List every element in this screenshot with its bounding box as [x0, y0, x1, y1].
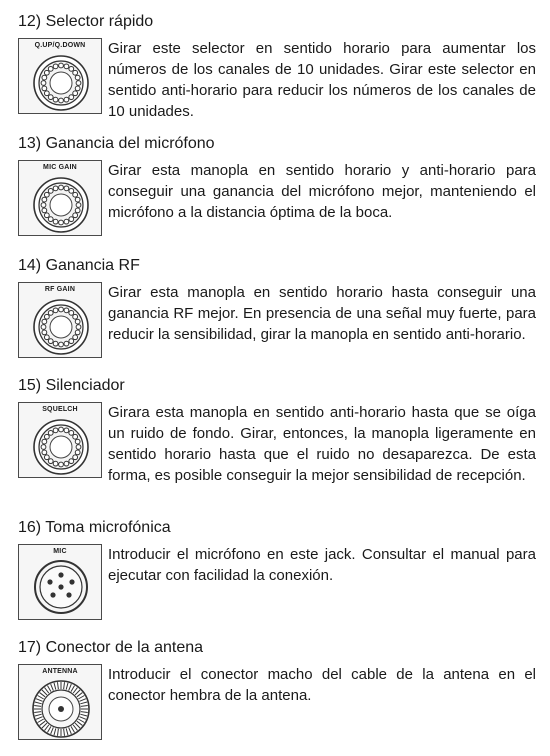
antenna-connector-icon — [18, 664, 102, 740]
section-text: Girara esta manopla en sentido anti-horario hasta que se oíga un ruido de fondo. Girar, entonces, la manopla ligeramente en sentido horario hasta que el ruido no desaparezca. De esta forma, es posible conseguir la mejor sensibilidad de recepción. — [108, 404, 536, 484]
section-heading: 17) Conector de la antena — [18, 639, 204, 656]
section-rf-gain — [18, 256, 536, 345]
section-mic-jack — [18, 518, 536, 586]
section-row — [18, 544, 536, 586]
section-row — [18, 38, 536, 122]
section-quick-selector — [18, 12, 536, 122]
section-mic-gain — [18, 134, 536, 223]
section-text: Girar esta manopla en sentido horario y anti-horario para conseguir una ganancia del micrófono mejor, manteniendo el micrófono a la distancia óptima de la boca. — [108, 162, 536, 221]
icon-label: SQUELCH — [42, 406, 78, 413]
icon-label: MIC — [53, 548, 67, 555]
section-text: Girar este selector en sentido horario para aumentar los números de los canales de 10 unidades. Girar este selector en sentido anti-horario para reducir los números de los canales de 10 unidades. — [108, 40, 536, 120]
knob-icon — [18, 402, 102, 478]
knob-icon — [18, 160, 102, 236]
mic-jack-icon — [18, 544, 102, 620]
section-row — [18, 282, 536, 345]
icon-label: ANTENNA — [42, 668, 78, 675]
section-text: Girar esta manopla en sentido horario hasta conseguir una ganancia RF mejor. En presencia de una señal muy fuerte, para reducir la sensibilidad, girar la manopla en sentido anti-horario. — [108, 284, 536, 343]
icon-label: RF GAIN — [44, 286, 76, 293]
rotary-selector-icon — [18, 38, 102, 114]
section-row — [18, 160, 536, 223]
section-text: Introducir el conector macho del cable de la antena en el conector hembra de la antena. — [108, 666, 536, 704]
icon-label: MIC GAIN — [43, 164, 77, 171]
section-row — [18, 402, 536, 486]
section-antenna-connector — [18, 638, 536, 706]
section-text: Introducir el micrófono en este jack. Consultar el manual para ejecutar con facilidad la conexión. — [108, 546, 536, 584]
section-heading: 14) Ganancia RF — [18, 257, 140, 274]
section-heading: 13) Ganancia del micrófono — [18, 135, 215, 152]
section-squelch — [18, 376, 536, 486]
section-heading: 12) Selector rápido — [18, 13, 154, 30]
section-heading: 16) Toma microfónica — [18, 519, 171, 536]
section-heading: 15) Silenciador — [18, 377, 125, 394]
icon-label: Q.UP/Q.DOWN — [34, 42, 86, 49]
section-row — [18, 664, 536, 706]
knob-icon — [18, 282, 102, 358]
